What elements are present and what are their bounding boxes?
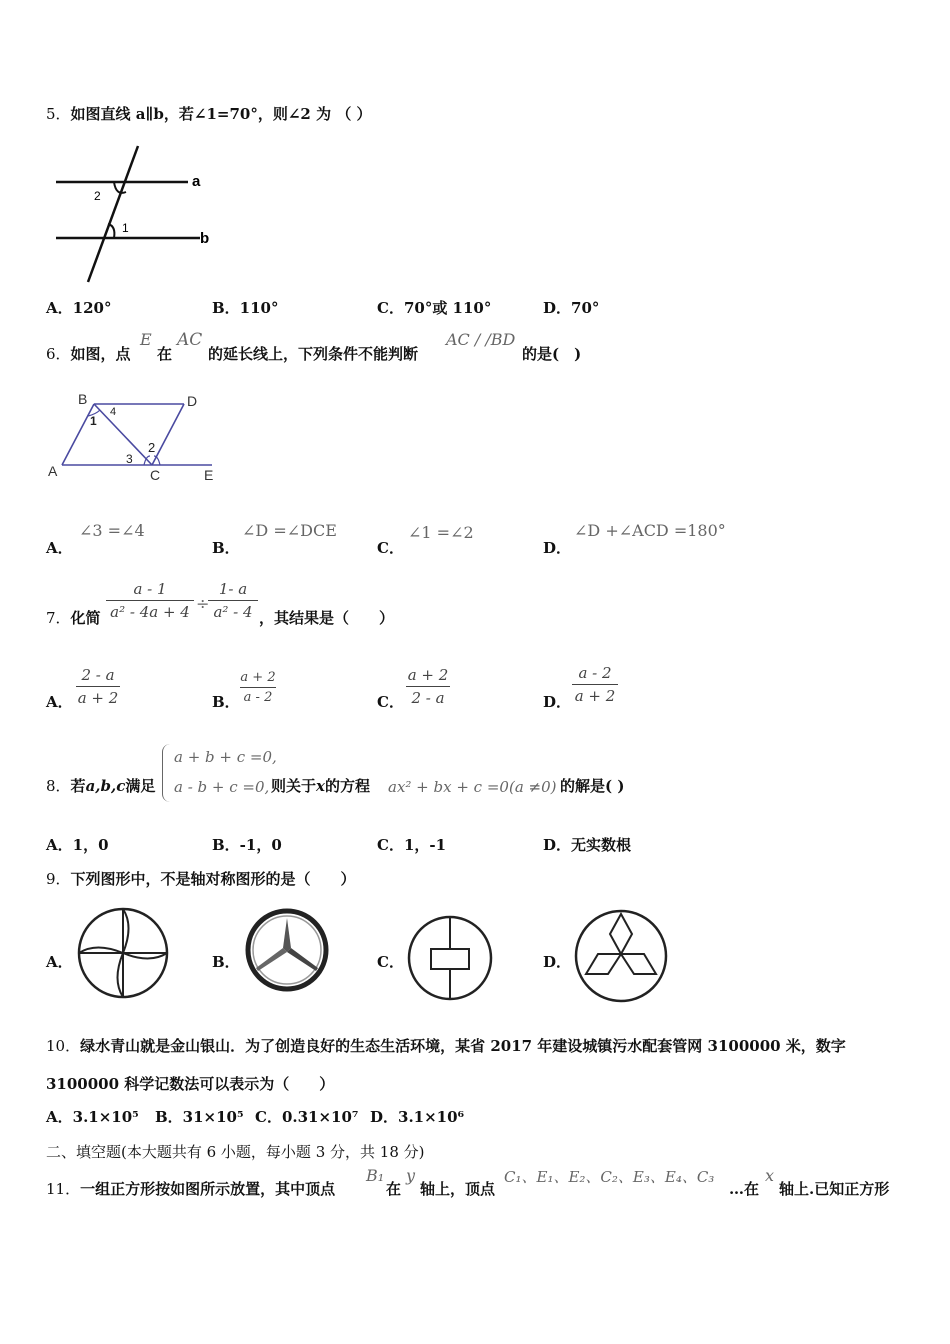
q9-option-b-letter[interactable]: B．: [212, 953, 240, 971]
q7-text-2: ，其结果是（ ）: [259, 609, 395, 627]
q11-text-3: 轴上，顶点: [420, 1180, 496, 1198]
q6-option-c-letter[interactable]: C．: [377, 539, 404, 557]
q10-line-2: 3100000 科学记数法可以表示为（ ）: [46, 1075, 335, 1093]
q9-option-a-pinwheel[interactable]: [76, 906, 170, 1000]
q7-option-d-letter[interactable]: D．: [543, 693, 572, 711]
q7-divide-sign: ÷: [196, 594, 210, 613]
q10-option-d[interactable]: D．3.1×10⁶: [370, 1108, 465, 1126]
q6-option-a-letter[interactable]: A．: [46, 539, 73, 557]
q11-text-1: 一组正方形按如图所示放置，其中顶点: [80, 1180, 336, 1198]
q6-text-3: 的延长线上，下列条件不能判断: [208, 345, 419, 363]
q8-number: 8．: [46, 777, 71, 795]
q6-option-d-expr: ∠D +∠ACD =180°: [574, 521, 726, 540]
q11-text-2: 在: [386, 1180, 402, 1198]
q6-text-2: 在: [157, 345, 173, 363]
q7-stem: [46, 607, 101, 628]
q9-option-c-circle-rect[interactable]: [406, 914, 494, 1002]
q7-option-b-frac: a + 2 a - 2: [240, 670, 276, 705]
fig6-angle-2: 2: [148, 440, 156, 455]
q7-option-c-frac: a + 2 2 - a: [407, 666, 449, 707]
fig6-angle-3: 3: [126, 452, 133, 466]
fig6-label-a: A: [48, 463, 58, 479]
q7-text-1: 化简: [70, 609, 101, 627]
q8-stem-2: [271, 775, 370, 796]
q6-text-1: 如图，点: [70, 345, 131, 363]
q10-text-1: 绿水青山就是金山银山．为了创造良好的生态生活环境，某省 2017 年建设城镇污水配套管网 3100000 米，数字: [80, 1037, 846, 1055]
label-1: 1: [122, 221, 129, 235]
q6-option-b-letter[interactable]: B．: [212, 539, 240, 557]
q6-number: 6．: [46, 345, 71, 363]
q5-text: 如图直线 a∥b，若∠1=70°，则∠2 为 （ ）: [70, 105, 372, 123]
q10-option-b[interactable]: B．31×10⁵: [155, 1108, 244, 1126]
q9-option-d-diamonds[interactable]: [572, 908, 670, 1004]
q8-equation-2: a - b + c =0,: [174, 778, 270, 796]
q8-option-b[interactable]: B．-1，0: [212, 836, 282, 854]
q5-option-b[interactable]: B．110°: [212, 299, 279, 317]
q7-option-a-frac: 2 - a a + 2: [77, 666, 119, 707]
q5-figure: [50, 140, 220, 288]
q6-option-b-expr: ∠D =∠DCE: [242, 521, 337, 540]
label-b: b: [200, 230, 210, 247]
fig6-label-c: C: [150, 467, 161, 483]
q8-text-5: 的解是( ): [560, 777, 625, 795]
q11-b1: B₁: [366, 1166, 385, 1185]
q8-equation-1: a + b + c =0,: [174, 748, 277, 766]
q8-text-4: 的方程: [324, 777, 370, 795]
q7-option-b-letter[interactable]: B．: [212, 693, 240, 711]
q8-x: x: [316, 777, 325, 795]
q9-option-b-star-logo[interactable]: [244, 908, 330, 992]
q8-option-a[interactable]: A．1，0: [46, 836, 109, 854]
q6-parallel-expr: AC / /BD: [446, 330, 516, 349]
q8-text-3: 则关于: [271, 777, 317, 795]
q8-stem: [46, 775, 155, 796]
label-2: 2: [94, 189, 101, 203]
q7-option-d-frac: a - 2 a + 2: [572, 664, 618, 705]
q7-option-a-letter[interactable]: A．: [46, 693, 73, 711]
q6-option-c-expr: ∠1 =∠2: [408, 523, 474, 542]
q10-line-1: [46, 1035, 846, 1056]
q11-x: x: [765, 1166, 775, 1185]
q8-option-d[interactable]: D．无实数根: [543, 836, 632, 854]
q5-option-d[interactable]: D．70°: [543, 299, 600, 317]
q5-option-a[interactable]: A．120°: [46, 299, 112, 317]
q6-figure: [44, 388, 224, 488]
q9-text: 下列图形中，不是轴对称图形的是（ ）: [70, 870, 356, 888]
q8-option-c[interactable]: C．1，-1: [377, 836, 447, 854]
transversal: [88, 146, 138, 282]
q8-equation: ax² + bx + c =0(a ≠0): [388, 778, 557, 796]
fig6-angle-4: 4: [110, 406, 117, 418]
fig6-label-b: B: [78, 391, 88, 407]
label-a: a: [192, 173, 201, 190]
q11-text-4: …在: [729, 1180, 760, 1198]
q10-option-c[interactable]: C．0.31×10⁷: [255, 1108, 359, 1126]
section-heading: 二、填空题(本大题共有 6 小题，每小题 3 分，共 18 分): [46, 1143, 425, 1161]
q6-option-d-letter[interactable]: D．: [543, 539, 572, 557]
fig6-angle-1: 1: [90, 414, 97, 428]
q11-number: 11．: [46, 1180, 81, 1198]
q11-stem: [46, 1178, 335, 1199]
q5-number: 5．: [46, 105, 71, 123]
q9-stem: [46, 868, 356, 889]
q7-option-c-letter[interactable]: C．: [377, 693, 404, 711]
q6-point-e: E: [140, 330, 152, 349]
q9-option-d-letter[interactable]: D．: [543, 953, 572, 971]
q9-option-a-letter[interactable]: A．: [46, 953, 73, 971]
q6-segment-ac: AC: [177, 330, 203, 350]
q6-stem: [46, 343, 131, 364]
q5-stem: [46, 103, 372, 124]
q10-option-a[interactable]: A．3.1×10⁵: [46, 1108, 139, 1126]
q6-text-4: 的是( ): [522, 345, 582, 363]
q6-option-a-expr: ∠3 =∠4: [79, 521, 145, 540]
q9-option-c-letter[interactable]: C．: [377, 953, 404, 971]
q7-fraction-2: 1- a a² - 4: [208, 580, 258, 621]
q9-number: 9．: [46, 870, 71, 888]
q10-number: 10．: [46, 1037, 81, 1055]
q11-y: y: [406, 1166, 416, 1185]
q8-brace: [162, 744, 171, 802]
q8-text-1: 若: [70, 777, 86, 795]
q7-fraction-1: a - 1 a² - 4a + 4: [106, 580, 194, 621]
q8-text-2: 满足: [125, 777, 156, 795]
q8-abc: a,b,c: [85, 777, 126, 795]
fig6-label-d: D: [187, 393, 198, 409]
fig6-label-e: E: [204, 467, 214, 483]
q11-text-5: 轴上.已知正方形: [779, 1180, 890, 1198]
q5-option-c[interactable]: C．70°或 110°: [377, 299, 492, 317]
q11-points: C₁、E₁、E₂、C₂、E₃、E₄、C₃: [504, 1168, 715, 1186]
q7-number: 7．: [46, 609, 71, 627]
